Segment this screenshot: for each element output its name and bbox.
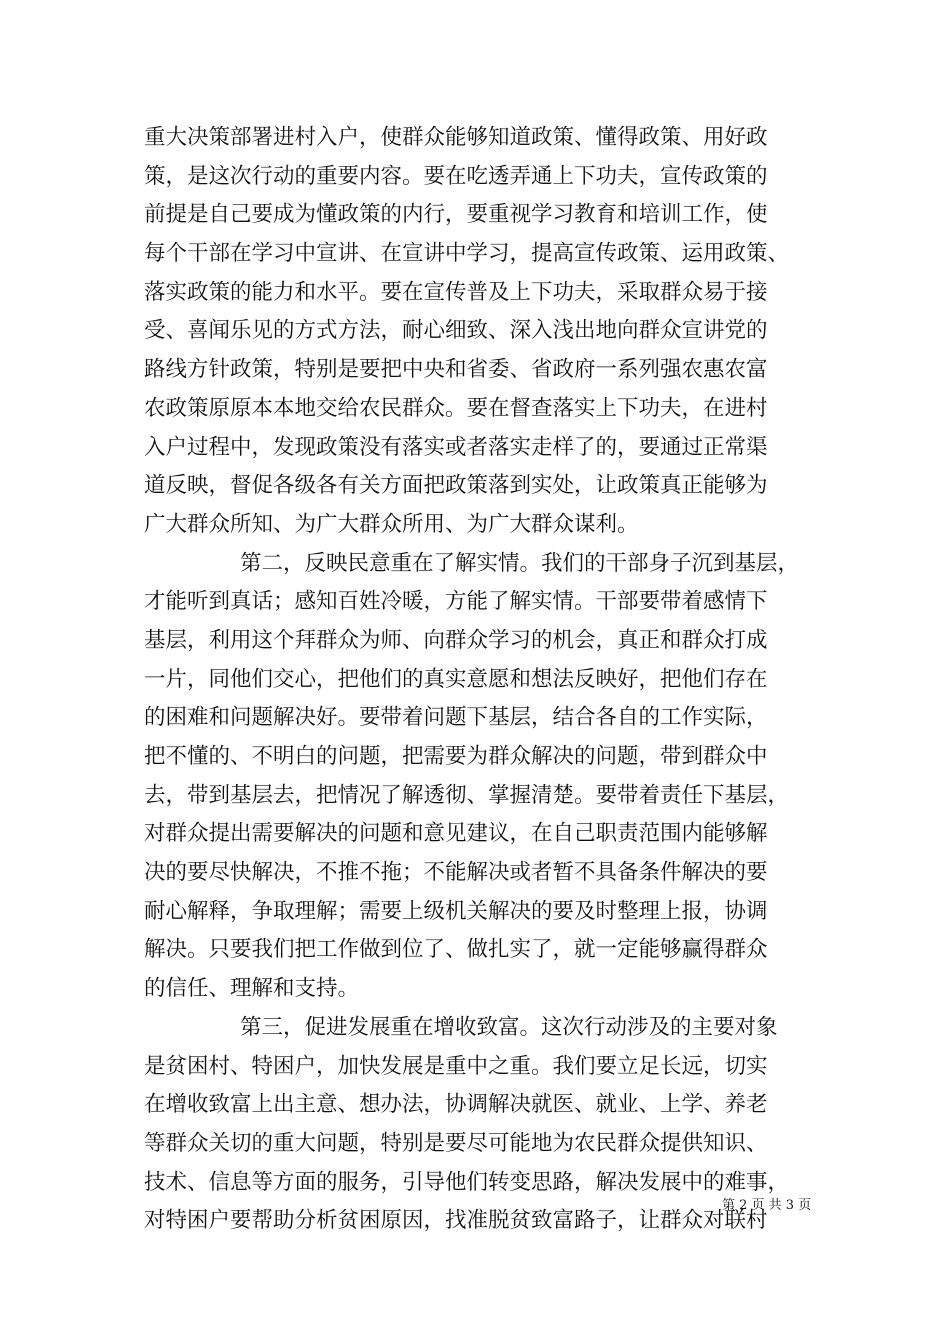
text-line: 去，带到基层去，把情况了解透彻、掌握清楚。要带着责任下基层， xyxy=(144,782,790,808)
paragraph-first-line: 第三，促进发展重在增收致富。这次行动涉及的主要对象 xyxy=(240,1014,778,1040)
text-line: 在增收致富上出主意、想办法，协调解决就医、就业、上学、养老 xyxy=(144,1092,768,1118)
text-line: 基层，利用这个拜群众为师、向群众学习的机会，真正和群众打成 xyxy=(144,627,768,653)
text-line: 把不懂的、不明白的问题，把需要为群众解决的问题，带到群众中 xyxy=(144,744,768,769)
text-line: 受、喜闻乐见的方式方法，耐心细致、深入浅出地向群众宣讲党的 xyxy=(144,318,768,344)
text-line: 广大群众所知、为广大群众所用、为广大群众谋利。 xyxy=(144,511,639,537)
body-text xyxy=(144,119,814,1241)
page-number-footer: 第 2 页 共 3 页 xyxy=(722,1198,812,1213)
text-line: 对特困户要帮助分析贫困原因，找准脱贫致富路子，让群众对联村 xyxy=(144,1208,768,1234)
text-line: 耐心解释，争取理解；需要上级机关解决的要及时整理上报，协调 xyxy=(144,898,768,924)
text-line: 才能听到真话；感知百姓冷暖，方能了解实情。干部要带着感情下 xyxy=(144,589,768,615)
text-line: 农政策原原本本地交给农民群众。要在督查落实上下功夫，在进村 xyxy=(144,395,768,421)
text-line: 决的要尽快解决，不推不拖；不能解决或者暂不具备条件解决的要 xyxy=(144,860,768,886)
text-line: 落实政策的能力和水平。要在宣传普及上下功夫，采取群众易于接 xyxy=(144,279,768,305)
text-line: 是贫困村、特困户，加快发展是重中之重。我们要立足长远，切实 xyxy=(144,1053,768,1079)
text-line: 的困难和问题解决好。要带着问题下基层，结合各自的工作实际， xyxy=(144,705,768,731)
text-line: 对群众提出需要解决的问题和意见建议，在自己职责范围内能够解 xyxy=(144,821,768,847)
text-line: 技术、信息等方面的服务，引导他们转变思路，解决发展中的难事， xyxy=(144,1169,790,1195)
text-line: 重大决策部署进村入户，使群众能够知道政策、懂得政策、用好政 xyxy=(144,125,768,150)
text-line: 前提是自己要成为懂政策的内行，要重视学习教育和培训工作，使 xyxy=(144,202,768,228)
text-line: 道反映，督促各级各有关方面把政策落到实处，让政策真正能够为 xyxy=(144,473,768,499)
text-line: 策，是这次行动的重要内容。要在吃透弄通上下功夫，宣传政策的 xyxy=(144,163,768,189)
text-line: 解决。只要我们把工作做到位了、做扎实了，就一定能够赢得群众 xyxy=(144,937,768,963)
text-line: 入户过程中，发现政策没有落实或者落实走样了的，要通过正常渠 xyxy=(144,434,768,460)
text-line: 一片，同他们交心，把他们的真实意愿和想法反映好，把他们存在 xyxy=(144,666,768,692)
text-line: 的信任、理解和支持。 xyxy=(144,976,360,1002)
text-line: 等群众关切的重大问题，特别是要尽可能地为农民群众提供知识、 xyxy=(144,1130,768,1156)
paragraph-first-line: 第二，反映民意重在了解实情。我们的干部身子沉到基层， xyxy=(240,550,800,576)
text-line: 路线方针政策，特别是要把中央和省委、省政府一系列强农惠农富 xyxy=(144,357,768,383)
text-line: 每个干部在学习中宣讲、在宣讲中学习，提高宣传政策、运用政策、 xyxy=(144,241,790,267)
